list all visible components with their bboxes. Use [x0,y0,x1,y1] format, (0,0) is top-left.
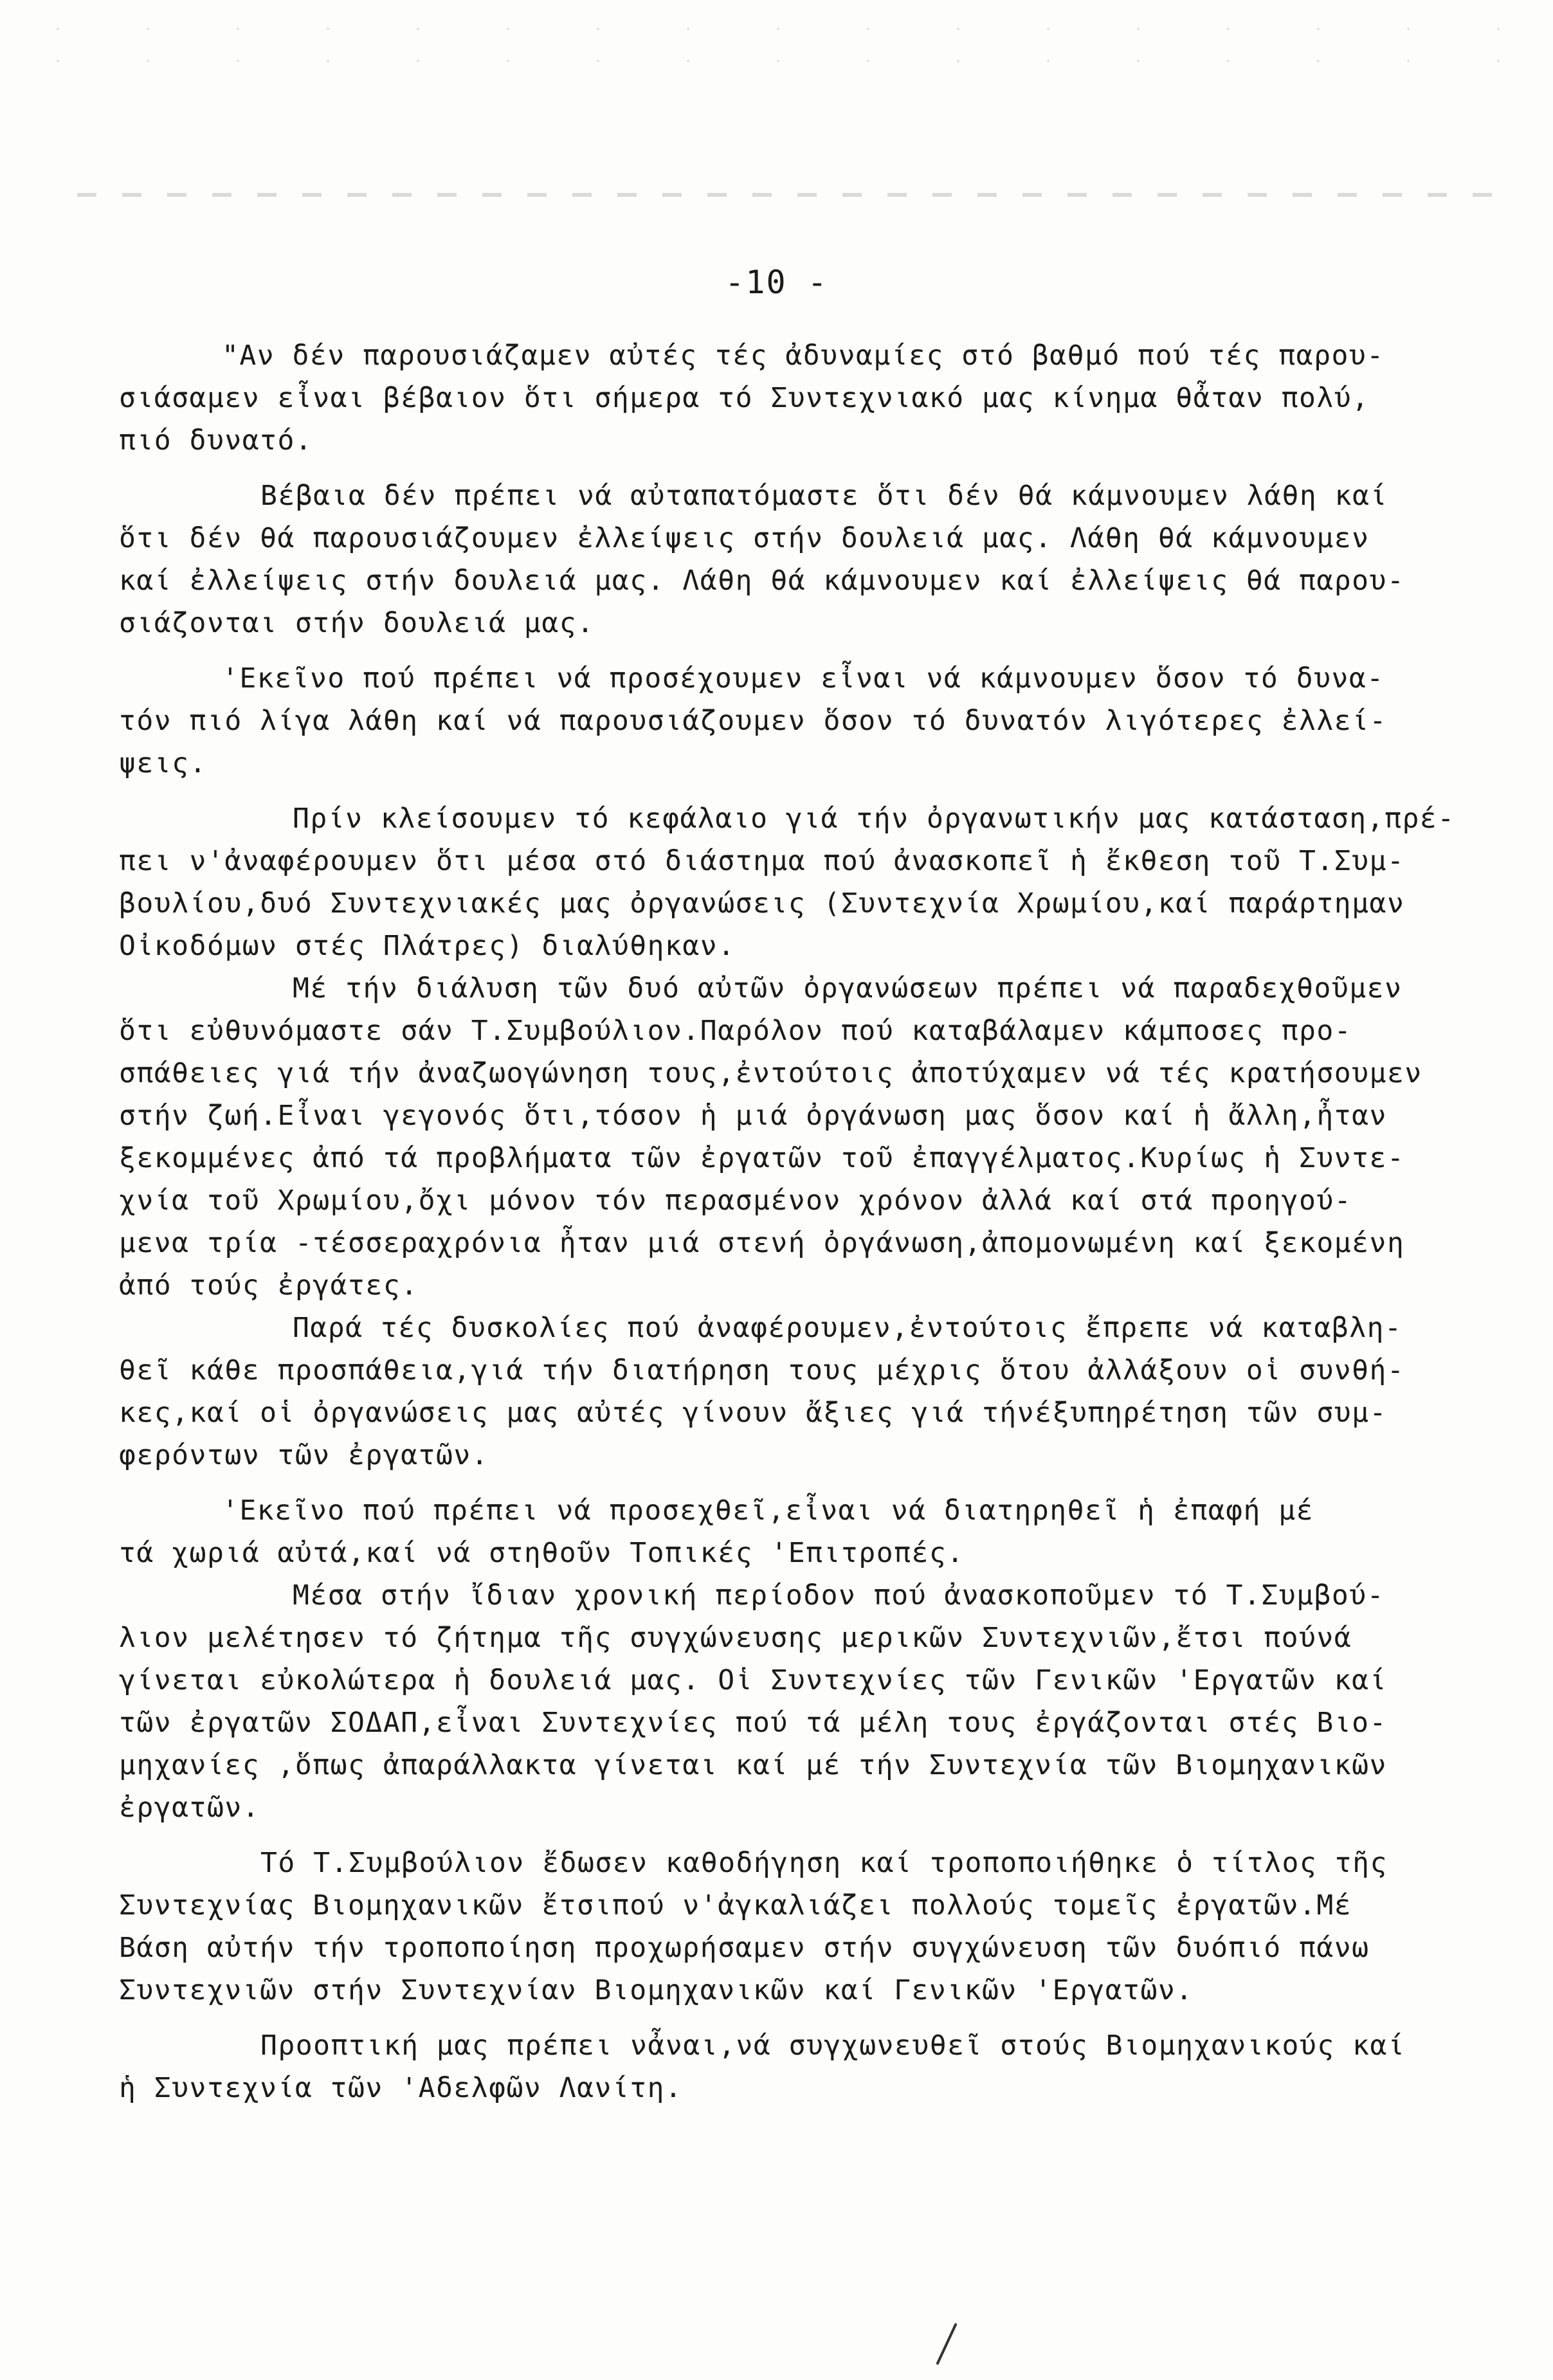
scan-streak [77,193,1492,197]
text-line: τά χωριά αὐτά,καί νά στηθοῦν Τοπικές 'Επιτροπές. [119,1537,965,1569]
text-line: πει ν'ἀναφέρουμεν ὅτι μέσα στό διάστημα πού ἀνασκοπεῖ ἡ ἔκθεση τοῦ Τ.Συμ- [119,845,1405,877]
text-line: Οἰκοδόμων στές Πλάτρες) διαλύθηκαν. [119,930,736,962]
text-line: ὅτι εὐθυνόμαστε σάν Τ.Συμβούλιον.Παρόλον πού καταβάλαμεν κάμποσες προ- [119,1015,1352,1047]
text-line: Βέβαια δέν πρέπει νά αὐταπατόμαστε ὅτι δέν θά κάμνουμεν λάθη καί [260,480,1388,512]
text-line: τόν πιό λίγα λάθη καί νά παρουσιάζουμεν ὅσον τό δυνατόν λιγότερες ἐλλεί- [119,705,1387,737]
text-line: Προοπτική μας πρέπει νἆναι,νά συγχωνευθεῖ στούς Βιομηχανικούς καί [260,2030,1406,2062]
scan-noise [13,13,1543,71]
text-line: στήν ζωή.Εἶναι γεγονός ὅτι,τόσον ἡ μιά ὀργάνωση μας ὅσον καί ἡ ἄλλη,ἦταν [119,1100,1387,1132]
text-line: καί ἐλλείψεις στήν δουλειά μας. Λάθη θά κάμνουμεν καί ἐλλείψεις θά παρου- [119,565,1405,597]
text-line: 'Εκεῖνο πού πρέπει νά προσέχουμεν εἶναι νά κάμνουμεν ὅσον τό δυνα- [222,662,1385,695]
text-line: μηχανίες ,ὅπως ἀπαράλλακτα γίνεται καί μέ τήν Συντεχνία τῶν Βιομηχανικῶν [119,1749,1387,1781]
text-line: λιον μελέτησεν τό ζήτημα τῆς συγχώνευσης μερικῶν Συντεχνιῶν,ἔτσι πούνά [119,1622,1352,1654]
text-line: τῶν ἐργατῶν ΣΟΔΑΠ,εἶναι Συντεχνίες πού τά μέλη τους ἐργάζονται στές Βιο- [119,1707,1387,1739]
text-line: Συντεχνίας Βιομηχανικῶν ἔτσιπού ν'ἀγκαλιάζει πολλούς τομεῖς ἐργατῶν.Μέ [119,1889,1352,1921]
text-line: βουλίου,δυό Συντεχνιακές μας ὀργανώσεις (Συντεχνία Χρωμίου,καί παράρτημαν [119,887,1405,920]
page-number: -10 - [725,264,828,301]
text-line: ξεκομμένες ἀπό τά προβλήματα τῶν ἐργατῶν τοῦ ἐπαγγέλματος.Κυρίως ἡ Συντε- [119,1142,1405,1174]
text-line: Μέσα στήν ἴδιαν χρονική περίοδον πού ἀνασκοποῦμεν τό Τ.Συμβού- [293,1579,1385,1612]
text-line: ὅτι δέν θά παρουσιάζουμεν ἐλλείψεις στήν δουλειά μας. Λάθη θά κάμνουμεν [119,522,1370,554]
pen-mark [936,2323,957,2365]
text-line: σιάζονται στήν δουλειά μας. [119,607,595,639]
text-line: Μέ τήν διάλυση τῶν δυό αὐτῶν ὀργανώσεων πρέπει νά παραδεχθοῦμεν [293,972,1403,1004]
text-line: ἀπό τούς ἐργάτες. [119,1269,419,1302]
text-line: σιάσαμεν εἶναι βέβαιον ὅτι σήμερα τό Συντεχνιακό μας κίνημα θἆταν πολύ, [119,382,1370,414]
text-line: Πρίν κλείσουμεν τό κεφάλαιο γιά τήν ὀργανωτικήν μας κατάσταση,πρέ- [293,803,1455,835]
text-line: πιό δυνατό. [119,424,313,457]
text-line: 'Εκεῖνο πού πρέπει νά προσεχθεῖ,εἶναι νά διατηρηθεῖ ἡ ἐπαφή μέ [222,1494,1314,1527]
body-text [119,334,1540,2109]
text-line: θεῖ κάθε προσπάθεια,γιά τήν διατήρηση τους μέχρις ὅτου ἀλλάξουν οἱ συνθή- [119,1354,1405,1386]
text-line: φερόντων τῶν ἐργατῶν. [119,1439,489,1471]
text-line: Συντεχνιῶν στήν Συντεχνίαν Βιομηχανικῶν καί Γενικῶν 'Εργατῶν. [119,1974,1194,2006]
text-line: μενα τρία -τέσσεραχρόνια ἦταν μιά στενή ὀργάνωση,ἀπομονωμένη καί ξεκομένη [119,1227,1405,1259]
text-line: κες,καί οἱ ὀργανώσεις μας αὐτές γίνουν ἄξιες γιά τήνέξυπηρέτηση τῶν συμ- [119,1397,1387,1429]
text-line: γίνεται εὐκολώτερα ἡ δουλειά μας. Οἱ Συντεχνίες τῶν Γενικῶν 'Εργατῶν καί [119,1664,1387,1696]
text-line: σπάθειες γιά τήν ἀναζωογώνηση τους,ἐντούτοις ἀποτύχαμεν νά τές κρατήσουμεν [119,1057,1422,1089]
text-line: Βάση αὐτήν τήν τροποποίηση προχωρήσαμεν στήν συγχώνευση τῶν δυόπιό πάνω [119,1932,1370,1964]
text-line: "Αν δέν παρουσιάζαμεν αὐτές τές ἀδυναμίες στό βαθμό πού τές παρου- [222,340,1385,372]
text-line: Παρά τές δυσκολίες πού ἀναφέρουμεν,ἐντούτοις ἔπρεπε νά καταβλη- [293,1312,1403,1344]
text-line: Τό Τ.Συμβούλιον ἔδωσεν καθοδήγηση καί τροποποιήθηκε ὁ τίτλος τῆς [260,1847,1388,1879]
text-line: ἡ Συντεχνία τῶν 'Αδελφῶν Λανίτη. [119,2072,683,2104]
text-line: ψεις. [119,747,207,779]
text-line: χνία τοῦ Χρωμίου,ὄχι μόνον τόν περασμένον χρόνον ἀλλά καί στά προηγού- [119,1185,1352,1217]
text-line: ἐργατῶν. [119,1792,260,1824]
